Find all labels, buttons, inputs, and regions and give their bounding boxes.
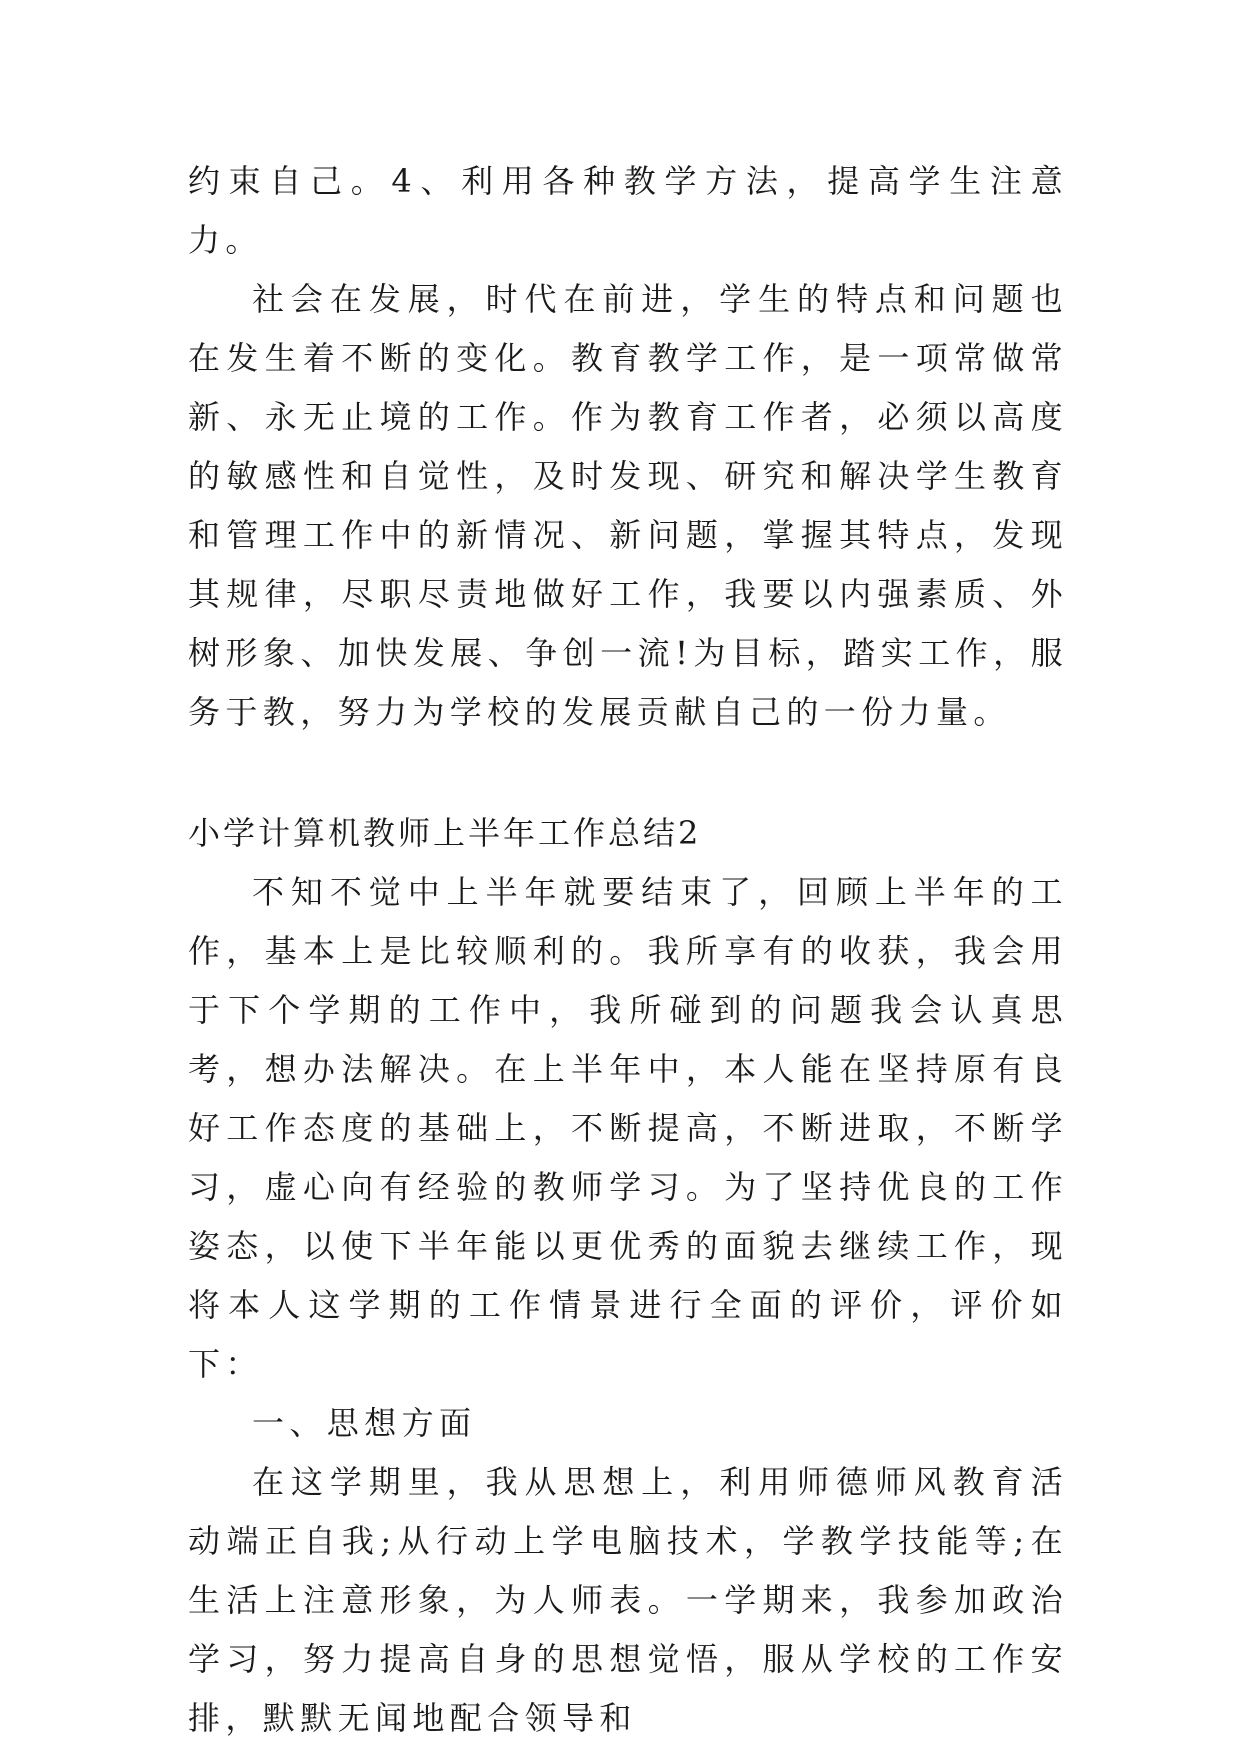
paragraph-half-year-review: 不知不觉中上半年就要结束了，回顾上半年的工作，基本上是比较顺利的。我所享有的收获，我会用于下个学期的工作中，我所碰到的问题我会认真思考，想办法解决。在上半年中，本人能在坚持原有良好工作态度的基础上，不断提高，不断进取，不断学习，虚心向有经验的教师学习。为了坚持优良的工作姿态，以使下半年能以更优秀的面貌去继续工作，现将本人这学期的工作情景进行全面的评价，评价如下： bbox=[188, 873, 1068, 1383]
section-spacer bbox=[188, 742, 1068, 804]
document-body bbox=[188, 152, 1068, 1748]
paragraph-continuation: 约束自己。4、利用各种教学方法，提高学生注意力。 bbox=[188, 162, 1068, 259]
subheading-thought: 一、思想方面 bbox=[252, 1404, 477, 1442]
section-title: 小学计算机教师上半年工作总结2 bbox=[188, 814, 702, 852]
paragraph-society-development: 社会在发展，时代在前进，学生的特点和问题也在发生着不断的变化。教育教学工作，是一项常做常新、永无止境的工作。作为教育工作者，必须以高度的敏感性和自觉性，及时发现、研究和解决学生教育和管理工作中的新情况、新问题，掌握其特点，发现其规律，尽职尽责地做好工作，我要以内强素质、外树形象、加快发展、争创一流!为目标，踏实工作，服务于教，努力为学校的发展贡献自己的一份力量。 bbox=[188, 280, 1068, 731]
paragraph-thought-detail: 在这学期里，我从思想上，利用师德师风教育活动端正自我;从行动上学电脑技术，学教学技能等;在生活上注意形象，为人师表。一学期来，我参加政治学习，努力提高自身的思想觉悟，服从学校的工作安排，默默无闻地配合领导和 bbox=[188, 1463, 1068, 1737]
